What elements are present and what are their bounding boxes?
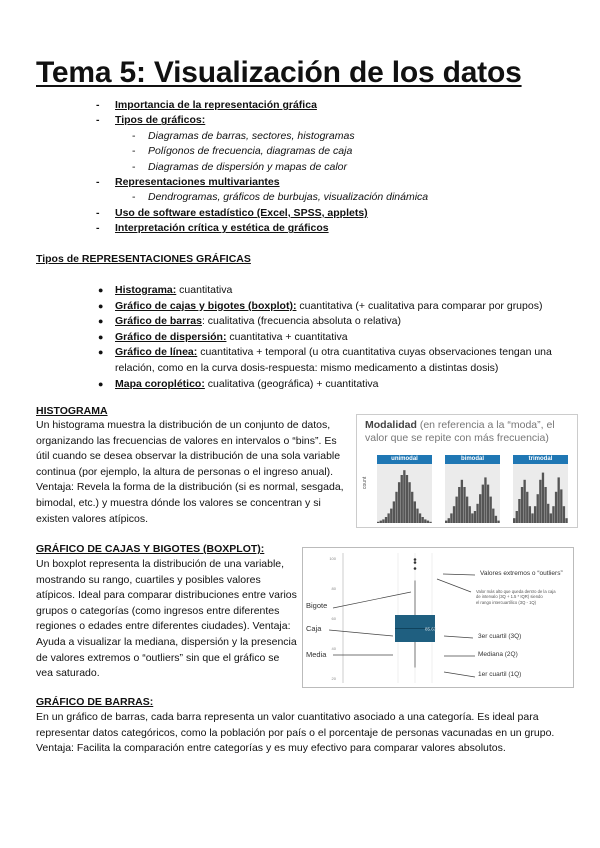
histogram-bar — [463, 487, 465, 523]
histogram-bar — [408, 482, 410, 523]
strip-label: unimodal — [377, 455, 432, 464]
histogram-bar — [492, 509, 494, 523]
histogram-bar — [453, 506, 455, 523]
strip-label: trimodal — [513, 455, 568, 464]
bullet-icon: ● — [98, 316, 104, 327]
histogram-bar — [466, 497, 468, 523]
histogram-bar — [461, 480, 463, 523]
modality-figure-title: Modalidad (en referencia a la “moda”, el valor que se repite con más frecuencia) — [365, 419, 555, 444]
histogram-bar — [516, 511, 518, 523]
box-value-label: 85.63 — [425, 626, 437, 632]
panel-bimodal — [445, 455, 500, 523]
tipo-item: ● Gráfico de cajas y bigotes (boxplot): cuantitativa (+ cualitativa para comparar por grupos) — [98, 299, 578, 315]
histogram-bar — [419, 513, 421, 523]
histogram-bar — [563, 506, 565, 523]
histograma-heading: HISTOGRAMA — [36, 405, 108, 417]
histogram-bar — [398, 482, 400, 523]
histogram-bar — [550, 513, 552, 523]
histogram-bar — [547, 504, 549, 523]
histogram-bar — [387, 513, 389, 523]
histogram-bar — [429, 522, 431, 523]
outliers-pointer — [443, 574, 475, 575]
topic-outline — [96, 98, 428, 237]
histogram-bar — [395, 492, 397, 523]
bullet-icon: ● — [98, 378, 104, 389]
panel-trimodal — [513, 455, 568, 523]
histogram-bar — [531, 513, 533, 523]
outline-item: - Representaciones multivariantes — [96, 176, 280, 189]
histogram-bar — [537, 494, 539, 523]
histogram-bar — [416, 509, 418, 523]
tipos-heading: Tipos de REPRESENTACIONES GRÁFICAS — [36, 253, 251, 265]
outlier-point — [414, 561, 417, 564]
histogram-bar — [513, 518, 515, 523]
histogram-bar — [544, 487, 546, 523]
histogram-bar — [484, 477, 486, 523]
histogram-bar — [422, 517, 424, 523]
label-bigote: Bigote — [306, 601, 328, 610]
axis-tick-label: 100 — [329, 556, 336, 561]
histogram-bar — [542, 473, 544, 523]
bimodal-histogram — [445, 464, 500, 523]
histogram-bar — [450, 513, 452, 523]
histogram-bar — [497, 521, 499, 523]
unimodal-histogram — [377, 464, 432, 523]
axis-tick-label: 60 — [331, 616, 336, 621]
histogram-bar — [539, 480, 541, 523]
histogram-bar — [523, 480, 525, 523]
axis-tick-label: 40 — [331, 646, 336, 651]
histogram-bar — [469, 506, 471, 523]
histogram-bar — [455, 497, 457, 523]
histogram-bar — [380, 521, 382, 523]
strip-label: bimodal — [445, 455, 500, 464]
histograma-body: Un histograma muestra la distribución de un conjunto de datos, organizando las frecuencias de valores en intervalos o “bins”. Es útil cuando se desea observar la distribución de una sola variable continua (por ejemplo, la altura de personas o el ingreso anual). Ventaja: Revela la forma de la distribución (si es normal, sesgada, bimodal, etc.) y muestra dónde los valores se concentran y si existen valores atípicos. — [36, 419, 344, 525]
axis-tick-label: 80 — [331, 586, 336, 591]
caja-pointer — [329, 630, 393, 636]
label-caja: Caja — [306, 624, 322, 633]
outline-subitem: - Diagramas de dispersión y mapas de calor — [132, 160, 348, 173]
histogram-bar — [474, 511, 476, 523]
page-title: Tema 5: Visualización de los datos — [36, 56, 522, 89]
bullet-icon: ● — [98, 347, 104, 358]
tipo-item: ● Mapa coroplético: cualitativa (geográfica) + cuantitativa — [98, 377, 578, 393]
label-3q: 3er cuartil (3Q) — [478, 633, 522, 640]
histogram-bar — [534, 506, 536, 523]
label-media: Media — [306, 650, 327, 659]
histogram-bar — [495, 516, 497, 523]
bullet-icon: ● — [98, 331, 104, 342]
histogram-bar — [382, 519, 384, 523]
histogram-bar — [479, 494, 481, 523]
label-1q: 1er cuartil (1Q) — [478, 671, 522, 678]
histogram-bar — [424, 519, 426, 523]
histogram-bar — [558, 477, 560, 523]
bullet-icon: ● — [98, 285, 104, 295]
outlier-point — [414, 558, 417, 561]
histogram-bar — [560, 489, 562, 523]
outline-subitem: - Dendrogramas, gráficos de burbujas, visualización dinámica — [132, 191, 429, 204]
outline-subitem: - Polígonos de frecuencia, diagramas de caja — [132, 145, 353, 158]
bullet-icon: ● — [98, 300, 104, 311]
histogram-bar — [390, 509, 392, 523]
histogram-bar — [476, 504, 478, 523]
modality-histograms-figure — [356, 414, 578, 528]
range-note-pointer — [437, 579, 471, 592]
histogram-bar — [490, 497, 492, 523]
histogram-bar — [403, 470, 405, 523]
boxplot-diagram — [303, 548, 573, 687]
outline-item: - Tipos de gráficos: — [96, 114, 206, 127]
trimodal-histogram — [513, 464, 568, 523]
boxplot-heading: GRÁFICO DE CAJAS Y BIGOTES (BOXPLOT): — [36, 543, 265, 555]
panel-unimodal — [377, 455, 432, 523]
histogram-bar — [414, 501, 416, 523]
histogram-bar — [487, 485, 489, 523]
histogram-bar — [427, 521, 429, 523]
histogram-bar — [401, 475, 403, 523]
label-outliers: Valores extremos o “outliers” — [480, 570, 563, 577]
histogram-bar — [411, 492, 413, 523]
histogram-bar — [521, 487, 523, 523]
barras-heading: GRÁFICO DE BARRAS: — [36, 696, 154, 708]
outline-item: - Interpretación crítica y estética de gráficos — [96, 222, 329, 235]
histogram-bar — [471, 513, 473, 523]
tipo-item: ● Gráfico de dispersión: cuantitativa + cuantitativa — [98, 330, 578, 346]
boxplot-body: Un boxplot representa la distribución de una variable, mostrando su rango, cuartiles y posibles valores atípicos. Ideal para comparar distribuciones entre varios grupos o categorías (como ingresos entre diferentes regiones o edades entre diferentes ciudades). Ventaja: Ayuda a visualizar la mediana, dispersión y la presencia de valores extremos o “outliers” sin que el gráfico se vea saturado. — [36, 558, 297, 680]
1q-pointer — [444, 672, 475, 677]
histogram-bar — [406, 475, 408, 523]
label-2q: Mediana (2Q) — [478, 651, 518, 658]
boxplot-figure — [302, 547, 574, 688]
histogram-bar — [377, 522, 379, 523]
histogram-bar — [458, 487, 460, 523]
histogram-bar — [385, 517, 387, 523]
bigote-pointer — [333, 592, 411, 608]
histogram-bar — [518, 499, 520, 523]
histogram-bar — [445, 521, 447, 523]
histogram-y-label: count — [362, 476, 368, 489]
barras-body: En un gráfico de barras, cada barra representa un valor cuantitativo asociado a una categoría. Es ideal para representar datos categóricos, como la población por país o el porcentaje de personas vacunadas en un grupo. Ventaja: Facilita la comparación entre categorías y es muy efectivo para comparar valores absolutos. — [36, 711, 555, 755]
outlier-point — [414, 567, 417, 570]
outline-item: - Importancia de la representación gráfica — [96, 99, 317, 111]
axis-tick-label: 20 — [331, 676, 336, 681]
histogram-bar — [482, 485, 484, 523]
histogram-bar — [552, 506, 554, 523]
3q-pointer — [444, 636, 473, 638]
outline-item: - Uso de software estadístico (Excel, SPSS, applets) — [96, 206, 368, 219]
tipo-item: ● Gráfico de barras: cualitativa (frecuencia absoluta o relativa) — [98, 314, 578, 330]
histogram-bar — [529, 506, 531, 523]
tipo-item: ● Histograma: cuantitativa — [98, 283, 578, 299]
tipo-item: ● Gráfico de línea: cuantitativa + temporal (u otra cuantitativa cuyas observaciones tengan una relación, como en la curva dosis-respuesta: mismo medicamento a distintas dosis) — [98, 345, 578, 376]
histogram-bar — [555, 492, 557, 523]
histogram-bar — [565, 518, 567, 523]
outline-subitem: - Diagramas de barras, sectores, histogramas — [132, 129, 355, 142]
histogram-bar — [526, 492, 528, 523]
tipos-list — [98, 283, 578, 392]
histogram-bar — [393, 501, 395, 523]
range-note: Valor más alto que queda dentro de la caja de intervalo (3Q + 1.5 * IQR) siendo el rango intercuartílico (3Q - 1Q) — [476, 589, 556, 605]
histogram-bar — [448, 518, 450, 523]
